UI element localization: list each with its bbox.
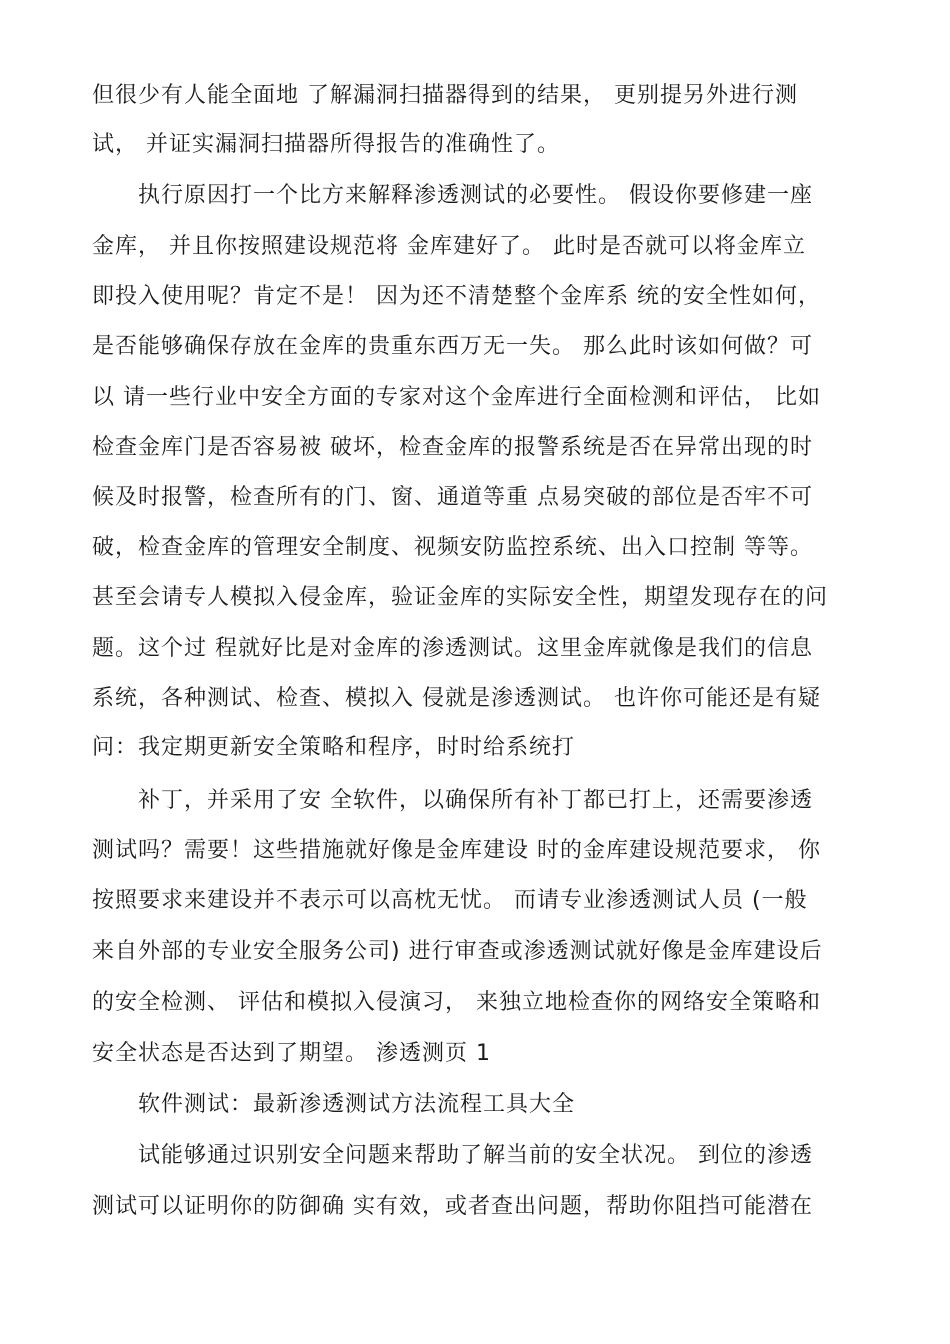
text-line: 试能够通过识别安全问题来帮助了解当前的安全状况。 到位的渗透 bbox=[138, 1143, 813, 1168]
text-line: 检查金库门是否容易被 破坏，检查金库的报警系统是否在异常出现的时 bbox=[92, 435, 813, 460]
text-line: 按照要求来建设并不表示可以高枕无忧。 而请专业渗透测试人员 (一般 bbox=[92, 888, 808, 913]
text-line: 但很少有人能全面地 了解漏洞扫描器得到的结果， 更别提另外进行测 bbox=[92, 83, 798, 108]
text-line: 破，检查金库的管理安全制度、视频安防监控系统、出入口控制 等等。 bbox=[92, 535, 813, 560]
text-line: 甚至会请专人模拟入侵金库，验证金库的实际安全性，期望发现存在的问 bbox=[92, 585, 829, 610]
text-line: 候及时报警，检查所有的门、窗、通道等重 点易突破的部位是否牢不可 bbox=[92, 485, 813, 510]
text-line: 的安全检测、 评估和模拟入侵演习， 来独立地检查你的网络安全策略和 bbox=[92, 990, 821, 1015]
text-line: 测试吗？需要！这些措施就好像是金库建设 时的金库建设规范要求， 你 bbox=[92, 838, 821, 863]
text-line: 是否能够确保存放在金库的贵重东西万无一失。 那么此时该如何做？可 bbox=[92, 334, 813, 359]
text-line: 系统，各种测试、检查、模拟入 侵就是渗透测试。 也许你可能还是有疑 bbox=[92, 686, 821, 711]
text-line: 问：我定期更新安全策略和程序，时时给系统打 bbox=[92, 735, 576, 760]
text-line: 试， 并证实漏洞扫描器所得报告的准确性了。 bbox=[92, 132, 560, 157]
text-line: 来自外部的专业安全服务公司) 进行审查或渗透测试就好像是金库建设后 bbox=[92, 939, 823, 964]
section-title: 软件测试：最新渗透测试方法流程工具大全 bbox=[138, 1092, 576, 1117]
text-line: 题。这个过 程就好比是对金库的渗透测试。这里金库就像是我们的信息 bbox=[92, 636, 813, 661]
text-line: 以 请一些行业中安全方面的专家对这个金库进行全面检测和评估， 比如 bbox=[92, 385, 821, 410]
page-footer-line: 安全状态是否达到了期望。 渗透测页 1 bbox=[92, 1041, 491, 1066]
text-line: 测试可以证明你的防御确 实有效，或者查出问题，帮助你阻挡可能潜在 bbox=[92, 1194, 813, 1219]
text-line: 即投入使用呢？肯定不是！ 因为还不清楚整个金库系 统的安全性如何， bbox=[92, 284, 821, 309]
text-line: 执行原因打一个比方来解释渗透测试的必要性。 假设你要修建一座 bbox=[138, 183, 813, 208]
text-line: 补丁，并采用了安 全软件，以确保所有补丁都已打上，还需要渗透 bbox=[138, 788, 813, 813]
text-line: 金库， 并且你按照建设规范将 金库建好了。 此时是否就可以将金库立 bbox=[92, 234, 806, 259]
